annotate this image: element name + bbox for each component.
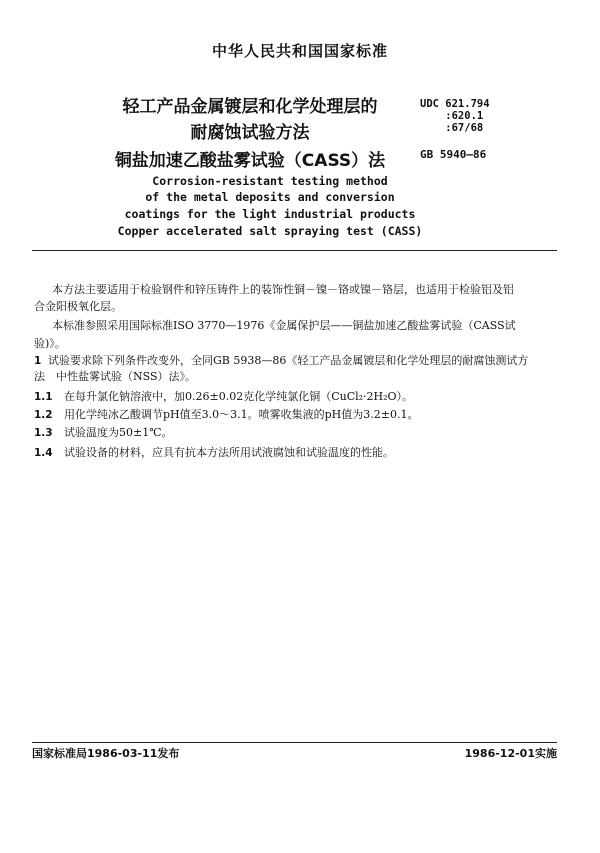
section-1-text-2: 法 中性盐雾试验（NSS）法》。	[34, 370, 197, 383]
paragraph-reference-line1	[52, 314, 516, 333]
bottom-divider	[32, 742, 557, 743]
gb-code: GB 5940—86	[420, 148, 487, 161]
title-en-line3: coatings for the light industrial products	[124, 207, 416, 221]
udc-code: UDC 621.794 :620.1 :67/68	[420, 98, 490, 134]
section-1-3-number: 1.3	[34, 427, 53, 439]
section-1-number: 1	[34, 355, 42, 367]
section-1-1-number: 1.1	[34, 391, 53, 403]
section-1-4-number: 1.4	[34, 447, 53, 459]
section-1-3-text: 试验温度为50±1℃。	[64, 426, 173, 439]
title-en-line4: Copper accelerated salt spraying test (CASS)	[117, 224, 423, 238]
title-cn-line2: 耐腐蚀试验方法	[190, 123, 310, 143]
reference-text-1: 本标准参照采用国际标准ISO 3770—1976《金属保护层——铜盐加速乙酸盐雾试验（CASS试	[52, 319, 516, 332]
section-1-text-1: 试验要求除下列条件改变外，全同GB 5938—86《轻工产品金属镀层和化学处理层的耐腐蚀测试方	[48, 354, 529, 367]
section-1-2	[34, 403, 418, 422]
title-cn-line1: 轻工产品金属镀层和化学处理层的	[122, 97, 378, 117]
section-1-3	[34, 421, 173, 440]
title-en-line1: Corrosion-resistant testing method	[152, 174, 388, 188]
section-1-4	[34, 441, 394, 460]
standard-org-header: 中华人民共和国国家标准	[211, 42, 388, 60]
section-1-2-number: 1.2	[34, 409, 53, 421]
scope-text-2: 合金阳极氧化层。	[34, 300, 122, 313]
scope-text-1: 本方法主要适用于检验钢件和锌压铸件上的装饰性铜－镍－铬或镍－铬层，也适用于检验铝及铝	[52, 283, 514, 296]
section-1-line2	[34, 365, 196, 384]
title-cn-line3: 铜盐加速乙酸盐雾试验（CASS）法	[114, 151, 386, 171]
reference-text-2: 验)》。	[34, 337, 66, 350]
section-1-4-text: 试验设备的材料，应具有抗本方法所用试液腐蚀和试验温度的性能。	[64, 446, 394, 459]
issue-date: 国家标准局1986-03-11发布	[32, 747, 180, 760]
title-en-line2: of the metal deposits and conversion	[145, 190, 395, 204]
top-divider	[32, 250, 557, 251]
section-1-1	[34, 385, 413, 404]
section-1-1-text: 在每升氯化钠溶液中，加0.26±0.02克化学纯氯化铜（CuCl₂·2H₂O）。	[64, 390, 414, 403]
effective-date: 1986-12-01实施	[464, 747, 557, 760]
paragraph-scope-line2	[34, 295, 122, 314]
section-1-2-text: 用化学纯冰乙酸调节pH值至3.0～3.1。喷雾收集液的pH值为3.2±0.1。	[64, 408, 419, 421]
